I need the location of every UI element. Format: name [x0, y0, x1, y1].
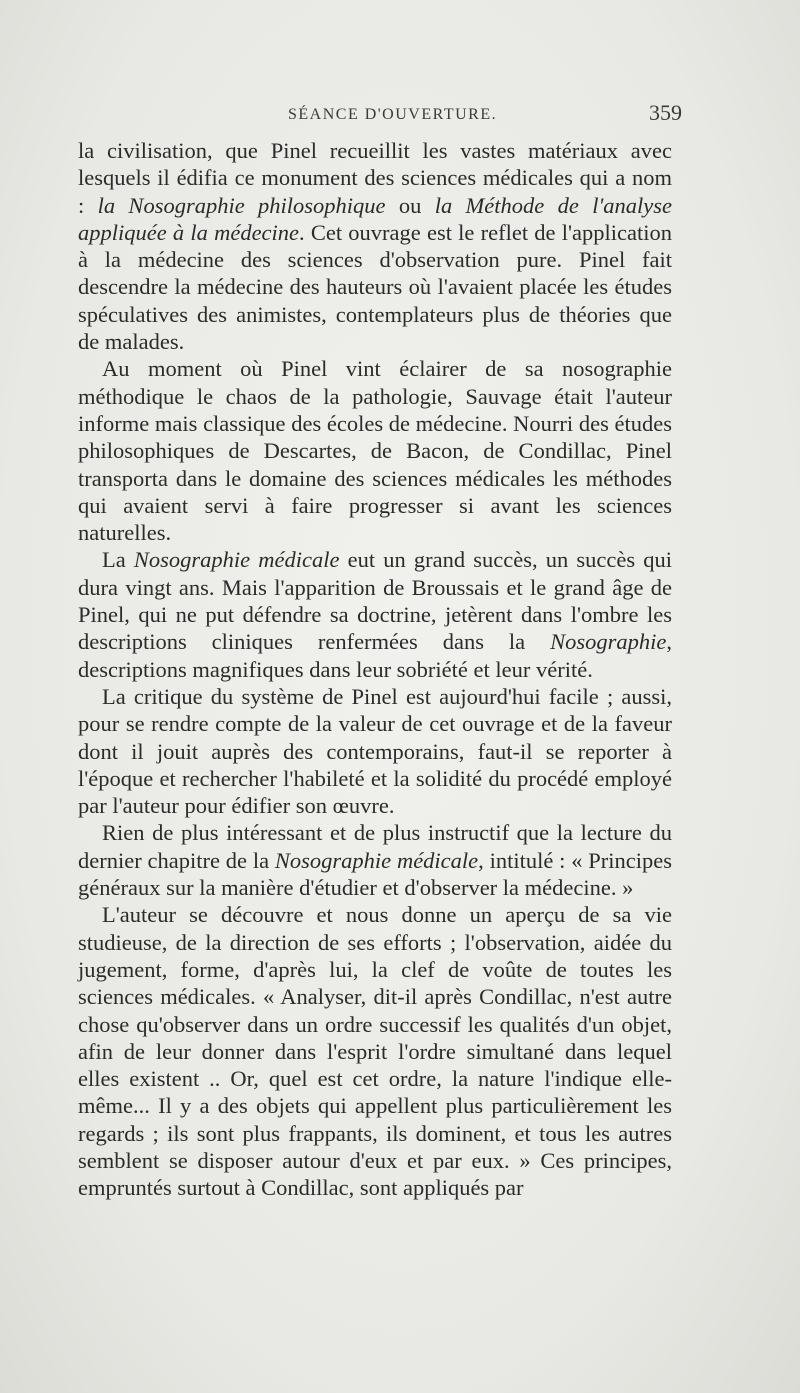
paragraph-4: La critique du système de Pinel est aujourd'hui facile ; aussi, pour se rendre compte de la valeur de cet ouvrage et de la faveur dont il jouit auprès des contemporains, faut-il se reporter à l'époque et rechercher l'habileté et la solidité du procédé employé par l'auteur pour édifier son œuvre. [78, 683, 672, 819]
paragraph-5: Rien de plus intéressant et de plus instructif que la lecture du dernier chapitre de la Nosographie médicale, intitulé : « Principes généraux sur la manière d'étudier et d'observer la médecine. » [78, 820, 672, 901]
book-title: Nosographie médicale [133, 547, 340, 573]
book-title: Nosographie [550, 629, 667, 655]
paragraph-3: La Nosographie médicale eut un grand succès, un succès qui dura vingt ans. Mais l'apparition de Broussais et le grand âge de Pinel, qui ne put défendre sa doctrine, jetèrent dans l'ombre les descriptions cliniques renfermées dans la Nosographie, descriptions magnifiques dans leur sobriété et leur vérité. [78, 547, 672, 682]
paragraph-2: Au moment où Pinel vint éclairer de sa nosographie méthodique le chaos de la pathologie, Sauvage était l'auteur informe mais classique des écoles de médecine. Nourri des études philosophiques de Descartes, de Bacon, de Condillac, Pinel transporta dans le domaine des sciences médicales les méthodes qui avaient servi à faire progresser si avant les sciences naturelles. [78, 356, 672, 546]
running-head: SÉANCE D'OUVERTURE. [288, 106, 498, 123]
paragraph-1: la civilisation, que Pinel recueillit les vastes matériaux avec lesquels il édifia ce monument des sciences médicales qui a nom : la Nosographie philosophique ou la Méthode de l'analyse appliquée à la médecine. Cet ouvrage est le reflet de l'application à la médecine des sciences d'observation pure. Pinel fait descendre la médecine des hauteurs où l'avaient placée les études spéculatives des animistes, contemplateurs plus de théories que de malades. [78, 138, 672, 355]
page-number: 359 [649, 100, 682, 125]
paragraph-6: L'auteur se découvre et nous donne un aperçu de sa vie studieuse, de la direction de ses efforts ; l'observation, aidée du jugement, forme, d'après lui, la clef de voûte de toutes les sciences médicales. « Analyser, dit-il après Condillac, n'est autre chose qu'observer dans un ordre successif les qualités d'un objet, afin de leur donner dans l'esprit l'ordre simultané dans lequel elles existent .. Or, quel est cet ordre, la nature l'indique elle-même... Il y a des objets qui appellent plus particulièrement les regards ; ils sont plus frappants, ils dominent, et tous les autres semblent se disposer autour d'eux et par eux. » Ces principes, empruntés surtout à Condillac, sont appliqués par [78, 902, 672, 1201]
book-title: la Nosographie philosophique [97, 192, 386, 218]
page-header [0, 100, 800, 130]
body-text [78, 137, 672, 1202]
book-title: la Méthode de l'analyse appliquée à la médecine [78, 192, 672, 245]
book-title: Nosographie médicale [274, 847, 479, 873]
